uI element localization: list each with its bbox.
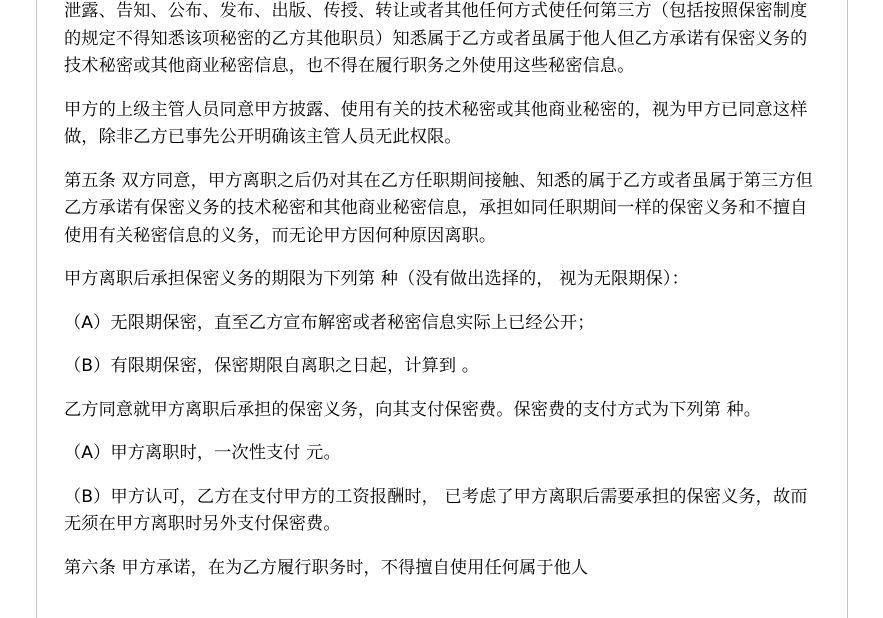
paragraph-clipped: 第六条 甲方承诺，在为乙方履行职务时，不得擅自使用任何属于他人: [64, 557, 589, 578]
paragraph: （A）无限期保密，直至乙方宣布解密或者秘密信息实际上已经公开；: [64, 312, 595, 333]
left-margin-gutter: [0, 0, 37, 618]
paragraph: 甲方离职后承担保密义务的期限为下列第 种（没有做出选择的， 视为无限期保）：: [64, 269, 689, 289]
paragraph: 泄露、告知、公布、发布、出版、传授、转让或者其他任何方式使任何第三方（包括按照保密制度的规定不得知悉该项秘密的乙方其他职员）知悉属于乙方或者虽属于他人但乙方承诺有保密义务的技术秘密或其他商业秘密信息，也不得在履行职务之外使用这些秘密信息。: [64, 1, 808, 76]
paragraph: 乙方同意就甲方离职后承担的保密义务，向其支付保密费。保密费的支付方式为下列第 种。: [64, 399, 762, 420]
paragraph: （A）甲方离职时，一次性支付 元。: [64, 443, 341, 463]
paragraph: （B）甲方认可，乙方在支付甲方的工资报酬时， 已考虑了甲方离职后需要承担的保密义务，故而无须在甲方离职时另外支付保密费。: [64, 486, 808, 534]
paragraph: （B）有限期保密，保密期限自离职之日起，计算到 。: [64, 356, 480, 376]
paragraph: 第五条 双方同意，甲方离职之后仍对其在乙方任职期间接触、知悉的属于乙方或者虽属于第三方但乙方承诺有保密义务的技术秘密和其他商业秘密信息，承担如同任职期间一样的保密义务和不擅自使用有关秘密信息的义务，而无论甲方因何种原因离职。: [64, 170, 813, 246]
page-bottom-clip: [38, 614, 847, 618]
paragraph: 甲方的上级主管人员同意甲方披露、使用有关的技术秘密或其他商业秘密的，视为甲方已同意这样做，除非乙方已事先公开明确该主管人员无此权限。: [64, 99, 808, 147]
right-margin-gutter: [847, 0, 883, 618]
document-text-body: [38, 0, 847, 618]
